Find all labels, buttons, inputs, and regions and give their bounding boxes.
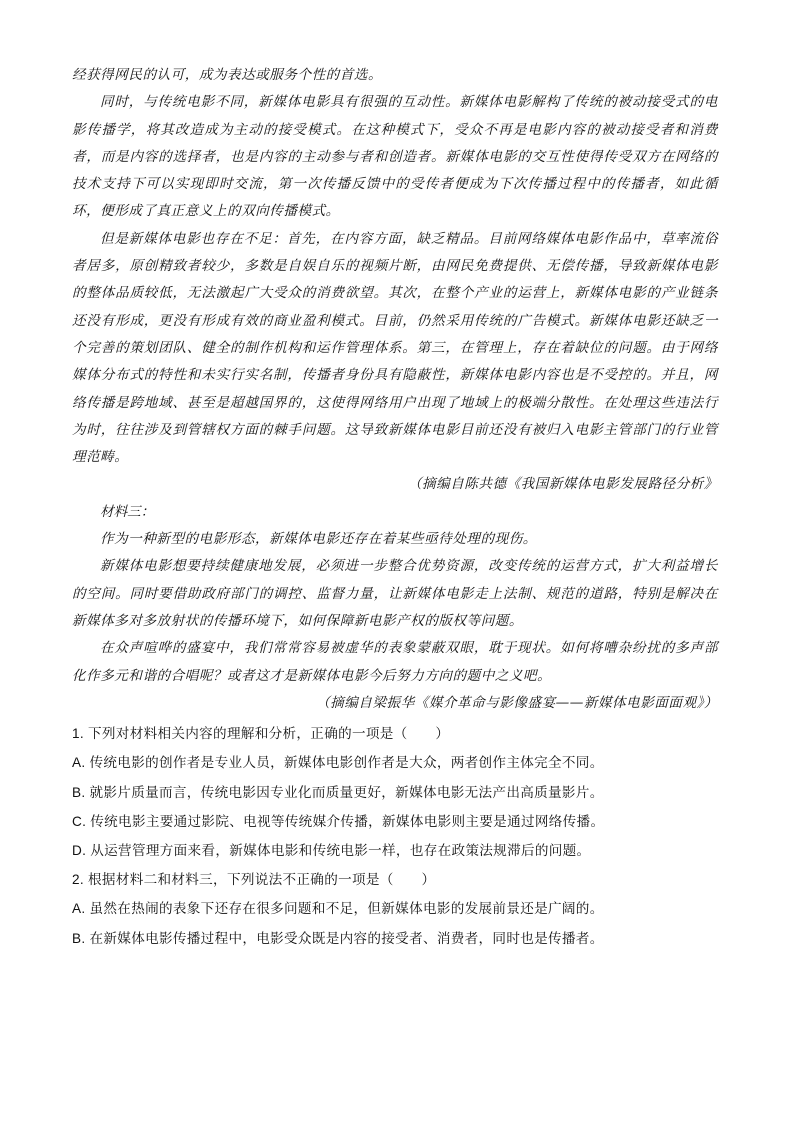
option-a[interactable]: A. 虽然在热闹的表象下还存在很多问题和不足，但新媒体电影的发展前景还是广阔的。 (72, 901, 604, 917)
question-1 (72, 719, 718, 865)
question-stem: 2. 根据材料二和材料三，下列说法不正确的一项是（ ） (72, 872, 436, 888)
paragraph-problems: 但是新媒体电影也存在不足：首先，在内容方面，缺乏精品。目前网络媒体电影作品中，草率流俗者居多，原创精致者较少，多数是自娱自乐的视频片断，由网民免费提供、无偿传播，导致新媒体电影的整体品质较低，无法激起广大受众的消费欲望。其次，在整个产业的运营上，新媒体电影的产业链条还没有形成，更没有形成有效的商业盈利模式。目前，仍然采用传统的广告模式。新媒体电影还缺乏一个完善的策划团队、健全的制作机构和运作管理体系。第三，在管理上，存在着缺位的问题。由于网络媒体分布式的特性和未实行实名制，传播者身份具有隐蔽性，新媒体电影内容也是不受控的。并且，网络传播是跨地域、甚至是超越国界的，这使得网络用户出现了地域上的极端分散性。在处理这些违法行为时，往往涉及到管辖权方面的棘手问题。这导致新媒体电影目前还没有被归入电影主管部门的行业管理范畴。 (72, 230, 718, 466)
option-b[interactable]: B. 就影片质量而言，传统电影因专业化而质量更好，新媒体电影无法产出高质量影片。 (72, 784, 604, 800)
option-b[interactable]: B. 在新媒体电影传播过程中，电影受众既是内容的接受者、消费者，同时也是传播者。 (72, 930, 604, 946)
material3-source: （摘编自梁振华《媒介革命与影像盛宴——新媒体电影面面观》） (316, 694, 718, 711)
material3-label: 材料三： (100, 503, 155, 520)
document-page (72, 62, 718, 953)
paragraph-future: 在众声喧哗的盛宴中，我们常常容易被虚华的表象蒙蔽双眼，耽于现状。如何将嘈杂纷扰的多声部化作多元和谐的合唱呢？或者这才是新媒体电影今后努力方向的题中之义吧。 (72, 640, 718, 684)
option-d[interactable]: D. 从运营管理方面来看，新媒体电影和传统电影一样，也存在政策法规滞后的问题。 (72, 842, 591, 858)
paragraph-development: 新媒体电影想要持续健康地发展，必须进一步整合优势资源，改变传统的运营方式，扩大利益增长的空间。同时要借助政府部门的调控、监督力量，让新媒体电影走上法制、规范的道路，特别是解决在新媒体多对多放射状的传播环境下，如何保障新电影产权的版权等问题。 (72, 558, 718, 629)
paragraph-continued: 经获得网民的认可，成为表达或服务个性的首选。 (72, 67, 383, 83)
paragraph-intro: 作为一种新型的电影形态，新媒体电影还存在着某些亟待处理的现伤。 (100, 531, 537, 548)
question-stem: 1. 下列对材料相关内容的理解和分析，正确的一项是（ ） (72, 726, 450, 742)
option-c[interactable]: C. 传统电影主要通过影院、电视等传统媒介传播，新媒体电影则主要是通过网络传播。 (72, 813, 605, 829)
question-2 (72, 865, 718, 953)
paragraph-interaction: 同时，与传统电影不同，新媒体电影具有很强的互动性。新媒体电影解构了传统的被动接受式的电影传播学，将其改造成为主动的接受模式。在这种模式下，受众不再是电影内容的被动接受者和消费者，而是内容的选择者，也是内容的主动参与者和创造者。新媒体电影的交互性使得传受双方在网络的技术支持下可以实现即时交流，第一次传播反馈中的受传者便成为下次传播过程中的传播者，如此循环，便形成了真正意义上的双向传播模式。 (72, 94, 718, 220)
option-a[interactable]: A. 传统电影的创作者是专业人员，新媒体电影创作者是大众，两者创作主体完全不同。 (72, 755, 604, 771)
material2-source: （摘编自陈共德《我国新媒体电影发展路径分析》 (407, 476, 718, 493)
